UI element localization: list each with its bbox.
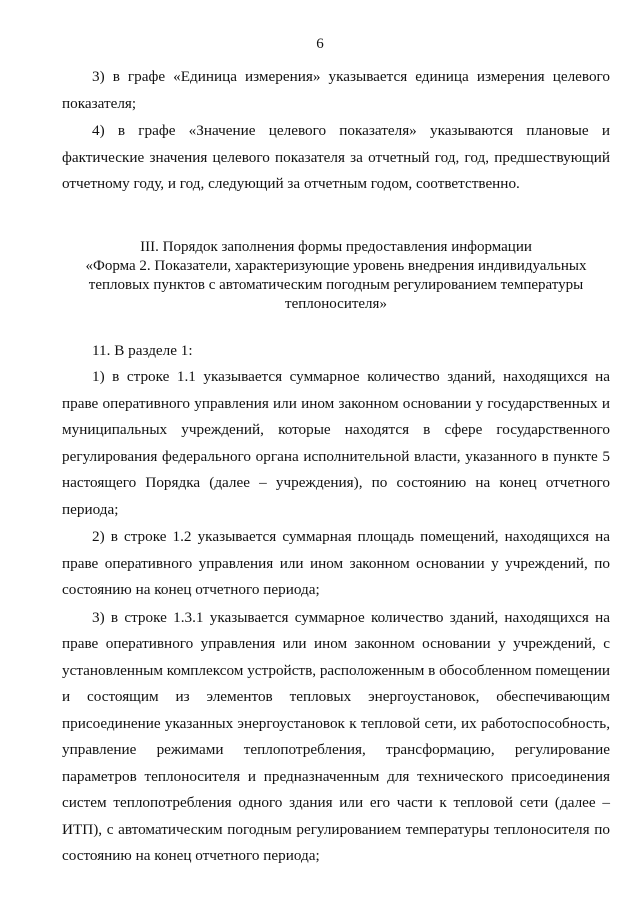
item-3: 3) в строке 1.3.1 указывается суммарное количество зданий, находящихся на праве оперативного управления или ином законном основании у учреждений, с установленным комплексом устройств, расположенным в обособленном помещении и состоящим из элементов тепловых энергоустановок, обеспечивающим присоединение указанных энергоустановок к тепловой сети, их работоспособность, управление режимами теплопотребления, трансформацию, регулирование параметров теплоносителя и предназначенным для технического присоединения систем теплопотребления одного здания или его части к тепловой сети (далее – ИТП), с автоматическим погодным регулированием температуры теплоносителя по состоянию на конец отчетного периода; <box>62 608 610 864</box>
section-title-line-1: III. Порядок заполнения формы предоставления информации <box>140 238 532 255</box>
document-body <box>62 64 610 870</box>
page-number: 6 <box>316 36 324 52</box>
item-1: 1) в строке 1.1 указывается суммарное количество зданий, находящихся на праве оперативного управления или ином законном основании у государственных и муниципальных учреждений, которые находятся в сфере государственного регулирования федерального органа исполнительной власти, указанного в пункте 5 настоящего Порядка (далее – учреждения), по состоянию на конец отчетного периода; <box>62 368 610 518</box>
section-title-line-2: «Форма 2. Показатели, характеризующие уровень внедрения индивидуальных <box>85 257 587 274</box>
item-2: 2) в строке 1.2 указывается суммарная площадь помещений, находящихся на праве оперативного управления или ином законном основании у учреждений, по состоянию на конец отчетного периода; <box>62 528 610 598</box>
section-title-line-4: теплоносителя» <box>285 295 387 312</box>
intro-item-3: 3) в графе «Единица измерения» указывается единица измерения целевого показателя; <box>62 68 610 112</box>
subsection-label: 11. В разделе 1: <box>92 341 193 359</box>
section-title <box>62 238 610 314</box>
section-title-line-3: тепловых пунктов с автоматическим погодным регулированием температуры <box>88 276 584 293</box>
intro-item-4: 4) в графе «Значение целевого показателя» указываются плановые и фактические значения целевого показателя за отчетный год, год, предшествующий отчетному году, и год, следующий за отчетным годом, соответственно. <box>62 122 610 192</box>
